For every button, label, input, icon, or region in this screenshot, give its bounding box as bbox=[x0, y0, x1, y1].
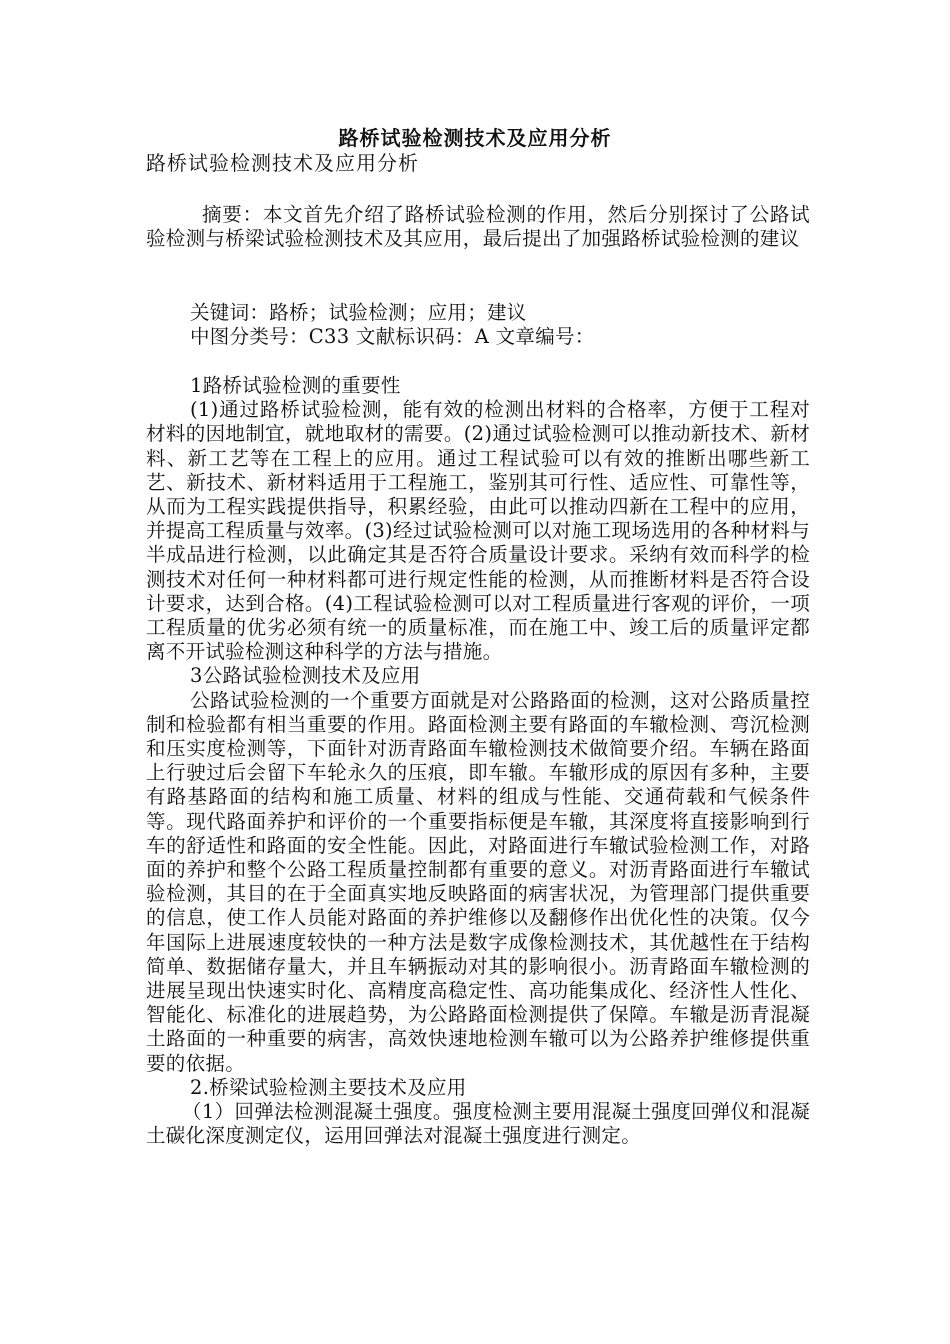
metadata-block bbox=[146, 301, 810, 349]
section-2-body: （1）回弹法检测混凝土强度。强度检测主要用混凝土强度回弹仪和混凝土碳化深度测定仪，运用回弹法对混凝土强度进行测定。 bbox=[146, 1100, 810, 1148]
section-1-heading: 1路桥试验检测的重要性 bbox=[190, 374, 401, 397]
keywords-line: 关键词：路桥；试验检测；应用；建议 bbox=[190, 301, 527, 324]
abstract-paragraph: 摘要：本文首先介绍了路桥试验检测的作用，然后分别探讨了公路试验检测与桥梁试验检测技术及其应用，最后提出了加强路桥试验检测的建议 bbox=[146, 203, 810, 251]
document-subtitle: 路桥试验检测技术及应用分析 bbox=[146, 151, 419, 175]
document-title: 路桥试验检测技术及应用分析 bbox=[338, 126, 612, 150]
sections-block bbox=[146, 374, 810, 1149]
section-3-body: 公路试验检测的一个重要方面就是对公路路面的检测，这对公路质量控制和检验都有相当重要的作用。路面检测主要有路面的车辙检测、弯沉检测和压实度检测等，下面针对沥青路面车辙检测技术做简要介绍。车辆在路面上行驶过后会留下车轮永久的压痕，即车辙。车辙形成的原因有多种，主要有路基路面的结构和施工质量、材料的组成与性能、交通荷载和气候条件等。现代路面养护和评价的一个重要指标便是车辙，其深度将直接影响到行车的舒适性和路面的安全性能。因此，对路面进行车辙试验检测工作，对路面的养护和整个公路工程质量控制都有重要的意义。对沥青路面进行车辙试验检测，其目的在于全面真实地反映路面的病害状况，为管理部门提供重要的信息，使工作人员能对路面的养护维修以及翻修作出优化性的决策。仅今年国际上进展速度较快的一种方法是数字成像检测技术，其优越性在于结构简单、数据储存量大，并且车辆振动对其的影响很小。沥青路面车辙检测的进展呈现出快速实时化、高精度高稳定性、高功能集成化、经济性人性化、智能化、标准化的进展趋势，为公路路面检测提供了保障。车辙是沥青混凝土路面的一种重要的病害，高效快速地检测车辙可以为公路养护维修提供重要的依据。 bbox=[146, 688, 810, 1075]
classification-line: 中图分类号：C33 文献标识码：A 文章编号： bbox=[190, 325, 595, 349]
section-3-heading: 3公路试验检测技术及应用 bbox=[190, 664, 421, 688]
section-2-heading: 2.桥梁试验检测主要技术及应用 bbox=[190, 1075, 467, 1099]
section-1-body: (1)通过路桥试验检测，能有效的检测出材料的合格率，方便于工程对材料的因地制宜，就地取材的需要。(2)通过试验检测可以推动新技术、新材料、新工艺等在工程上的应用。通过工程试验可以有效的推断出哪些新工艺、新技术、新材料适用于工程施工，鉴别其可行性、适应性、可靠性等，从而为工程实践提供指导，积累经验，由此可以推动四新在工程中的应用，并提高工程质量与效率。(3)经过试验检测可以对施工现场选用的各种材料与半成品进行检测，以此确定其是否符合质量设计要求。采纳有效而科学的检测技术对任何一种材料都可进行规定性能的检测，从而推断材料是否符合设计要求，达到合格。(4)工程试验检测可以对工程质量进行客观的评价，一项工程质量的优劣必须有统一的质量标准，而在施工中、竣工后的质量评定都离不开试验检测这种科学的方法与措施。 bbox=[146, 398, 810, 664]
